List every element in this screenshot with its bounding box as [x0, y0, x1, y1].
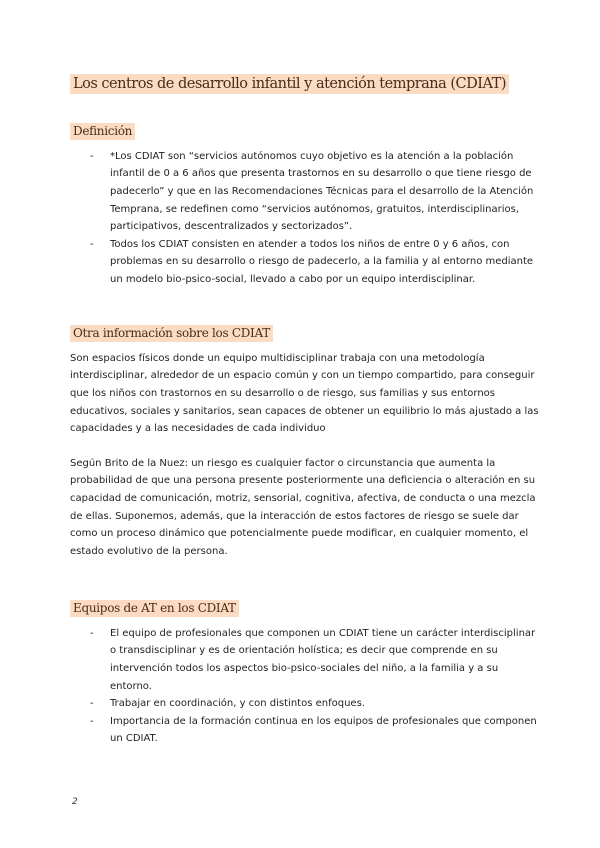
heading-otra-informacion: Otra información sobre los CDIAT	[70, 325, 273, 342]
list-item: - *Los CDIAT son “servicios autónomos cuyo objetivo es la atención a la población infantil de 0 a 6 años que presenta trastornos en su desarrollo o que tiene riesgo de padecerlo” y que en las Recomendaciones Técnicas para el desarrollo de la Atención Temprana, se redefinen como “servicios autónomos, gratuitos, interdisciplinarios, participativos, descentralizados y sectorizados”.	[90, 148, 540, 236]
list-item: - Importancia de la formación continua en los equipos de profesionales que componen un CDIAT.	[90, 713, 540, 748]
page-number: 2	[72, 797, 78, 807]
section-equipos	[70, 597, 540, 748]
paragraph: Son espacios físicos donde un equipo multidisciplinar trabaja con una metodología interdisciplinar, alrededor de un espacio común y con un tiempo compartido, para conseguir que los niños con trastornos en su desarrollo o de riesgo, sus familias y sus entornos educativos, sociales y sanitarios, sean capaces de obtener un equilibrio lo más ajustado a las capacidades y a las necesidades de cada individuo	[70, 352, 539, 435]
equipos-list	[90, 625, 540, 748]
heading-definicion: Definición	[70, 123, 135, 140]
section-otra-informacion	[70, 322, 540, 560]
list-item: - El equipo de profesionales que componen un CDIAT tiene un carácter interdisciplinar o transdisciplinar y es de orientación holística; es decir que comprende en su intervención todos los aspectos bio-psico-sociales del niño, a la familia y a su entorno.	[90, 625, 540, 695]
paragraph: Según Brito de la Nuez: un riesgo es cualquier factor o circunstancia que aumenta la probabilidad de que una persona presente posteriormente una deficiencia o alteración en su capacidad de comunicación, motriz, sensorial, cognitiva, afectiva, de conducta o una mezcla de ellas. Suponemos, además, que la interacción de estos factores de riesgo se suele dar como un proceso dinámico que potencialmente puede modificar, en cualquier momento, el estado evolutivo de la persona.	[70, 457, 536, 557]
list-item: - Todos los CDIAT consisten en atender a todos los niños de entre 0 y 6 años, con problemas en su desarrollo o riesgo de padecerlo, a la familia y al entorno mediante un modelo bio-psico-social, llevado a cabo por un equipo interdisciplinar.	[90, 236, 540, 289]
heading-equipos: Equipos de AT en los CDIAT	[70, 600, 239, 617]
definicion-list	[90, 148, 540, 289]
list-item: - Trabajar en coordinación, y con distintos enfoques.	[90, 695, 540, 713]
page-title: Los centros de desarrollo infantil y atención temprana (CDIAT)	[70, 74, 509, 94]
section-definicion	[70, 120, 540, 289]
